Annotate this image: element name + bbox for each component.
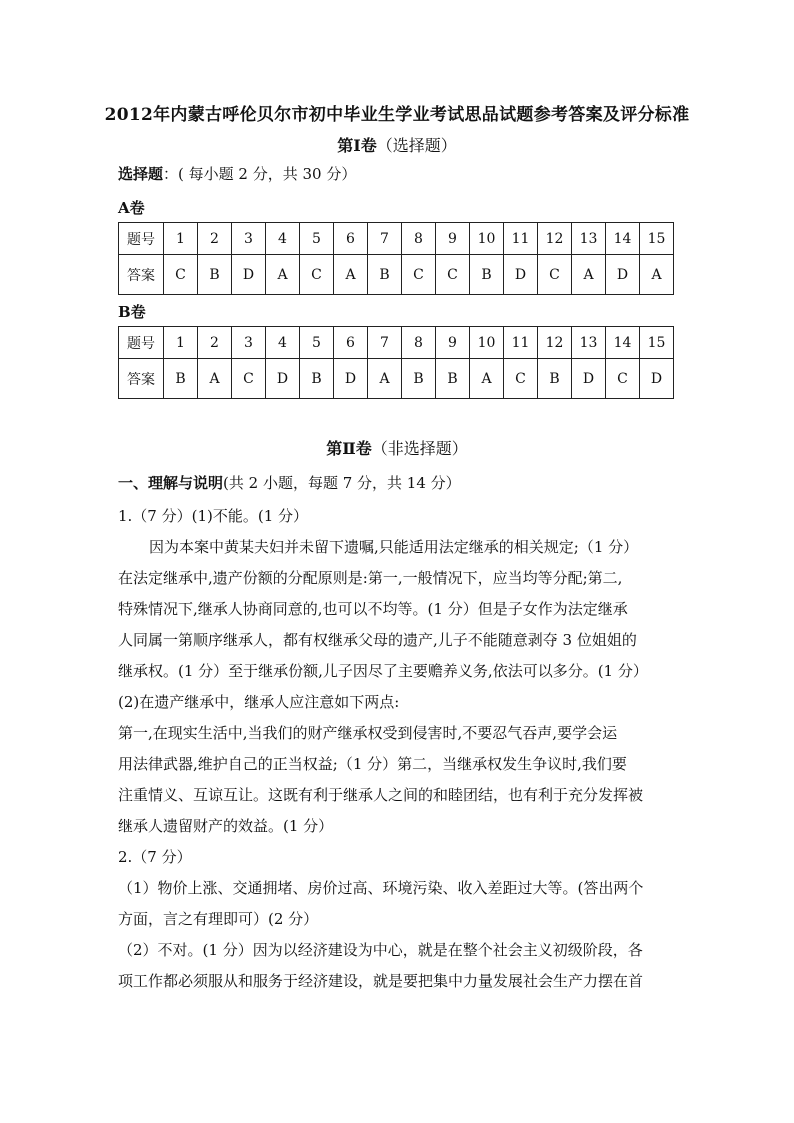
table-cell: D <box>334 359 368 399</box>
table-cell: 15 <box>640 223 674 255</box>
section-one-label: 一、理解与说明 <box>118 474 224 492</box>
table-cell: 5 <box>300 223 334 255</box>
table-cell: A <box>640 255 674 295</box>
text-line: 人同属一第顺序继承人，都有权继承父母的遗产,儿子不能随意剥夺 3 位姐姐的 <box>118 631 637 649</box>
table-cell: C <box>436 255 470 295</box>
table-cell: 13 <box>572 327 606 359</box>
table-cell: C <box>402 255 436 295</box>
table-cell: 10 <box>470 327 504 359</box>
text-line: 第一,在现实生活中,当我们的财产继承权受到侵害时,不要忍气吞声,要学会运 <box>118 724 618 742</box>
text-line: 在法定继承中,遗产份额的分配原则是:第一,一般情况下，应当均等分配;第二, <box>118 569 623 587</box>
table-cell: 9 <box>436 327 470 359</box>
table-b-head-label: 题号 <box>119 327 164 359</box>
table-cell: 15 <box>640 327 674 359</box>
table-cell: D <box>504 255 538 295</box>
table-cell: A <box>266 255 300 295</box>
table-cell: 4 <box>266 327 300 359</box>
table-cell: D <box>640 359 674 399</box>
table-cell: 3 <box>232 327 266 359</box>
table-cell: A <box>368 359 402 399</box>
text-line: 项工作都必须服从和服务于经济建设，就是要把集中力量发展社会生产力摆在首 <box>118 972 644 990</box>
table-b-number-row <box>119 327 674 359</box>
table-cell: 8 <box>402 223 436 255</box>
table-a-label: A卷 <box>118 199 145 217</box>
part-one-sub: （选择题） <box>376 136 457 155</box>
part-one-label: 第Ⅰ卷 <box>337 136 377 155</box>
table-cell: A <box>572 255 606 295</box>
table-cell: B <box>368 255 402 295</box>
part-two-sub: （非选择题） <box>371 439 468 458</box>
part-two-label: 第Ⅱ卷 <box>326 439 372 458</box>
table-cell: B <box>436 359 470 399</box>
text-line: 注重情义、互谅互让。这既有利于继承人之间的和睦团结，也有利于充分发挥被 <box>118 786 644 804</box>
table-cell: D <box>606 255 640 295</box>
table-cell: 13 <box>572 223 606 255</box>
part-one-heading <box>0 133 794 156</box>
table-a-answer-row <box>119 255 674 295</box>
table-a-head-label: 题号 <box>119 223 164 255</box>
table-cell: C <box>300 255 334 295</box>
part-two-heading <box>0 436 794 459</box>
text-line: 因为本案中黄某夫妇并未留下遗嘱,只能适用法定继承的相关规定;（1 分） <box>149 538 639 556</box>
answer-table-b <box>118 326 674 399</box>
text-line: 特殊情况下,继承人协商同意的,也可以不均等。(1 分）但是子女作为法定继承 <box>118 600 628 618</box>
table-cell: B <box>164 359 198 399</box>
table-b-answer-row <box>119 359 674 399</box>
text-line: 方面，言之有理即可）(2 分） <box>118 910 319 928</box>
table-cell: 8 <box>402 327 436 359</box>
text-line: 1.（7 分）(1)不能。(1 分） <box>118 507 309 525</box>
section-one-heading <box>118 472 461 493</box>
choice-label: 选择题 <box>118 165 164 183</box>
table-cell: 4 <box>266 223 300 255</box>
table-cell: 10 <box>470 223 504 255</box>
section-one-rest: (共 2 小题，每题 7 分，共 14 分） <box>223 474 461 492</box>
table-cell: 11 <box>504 223 538 255</box>
table-cell: B <box>538 359 572 399</box>
table-cell: D <box>232 255 266 295</box>
table-cell: A <box>334 255 368 295</box>
table-cell: 6 <box>334 223 368 255</box>
table-cell: 3 <box>232 223 266 255</box>
table-cell: C <box>504 359 538 399</box>
table-cell: B <box>470 255 504 295</box>
table-cell: 1 <box>164 223 198 255</box>
table-cell: B <box>402 359 436 399</box>
text-line: 2.（7 分） <box>118 848 192 866</box>
answer-table-a <box>118 222 674 295</box>
table-cell: 7 <box>368 327 402 359</box>
table-cell: D <box>266 359 300 399</box>
body-text <box>118 501 680 997</box>
table-cell: 7 <box>368 223 402 255</box>
table-cell: 6 <box>334 327 368 359</box>
table-cell: 5 <box>300 327 334 359</box>
text-line: (2)在遗产继承中，继承人应注意如下两点: <box>118 693 400 711</box>
table-cell: 12 <box>538 223 572 255</box>
table-cell: 12 <box>538 327 572 359</box>
table-cell: 1 <box>164 327 198 359</box>
table-cell: A <box>198 359 232 399</box>
text-line: 继承人遗留财产的效益。(1 分） <box>118 817 334 835</box>
table-cell: C <box>232 359 266 399</box>
text-line: 用法律武器,维护自己的正当权益;（1 分）第二，当继承权发生争议时,我们要 <box>118 755 627 773</box>
table-a-number-row <box>119 223 674 255</box>
choice-heading <box>118 163 356 184</box>
table-cell: 14 <box>606 223 640 255</box>
table-b-answer-label: 答案 <box>119 359 164 399</box>
table-cell: 2 <box>198 223 232 255</box>
document-title: 2012年内蒙古呼伦贝尔市初中毕业生学业考试思品试题参考答案及评分标准 <box>104 105 690 125</box>
table-cell: D <box>572 359 606 399</box>
text-line: 继承权。(1 分）至于继承份额,儿子因尽了主要赡养义务,依法可以多分。(1 分） <box>118 662 648 680</box>
table-cell: 2 <box>198 327 232 359</box>
table-cell: B <box>198 255 232 295</box>
table-cell: A <box>470 359 504 399</box>
text-line: （1）物价上涨、交通拥堵、房价过高、环境污染、收入差距过大等。(答出两个 <box>118 879 644 897</box>
text-line: （2）不对。(1 分）因为以经济建设为中心，就是在整个社会主义初级阶段，各 <box>118 941 643 959</box>
table-b-label: B卷 <box>118 303 146 321</box>
table-cell: B <box>300 359 334 399</box>
table-cell: 11 <box>504 327 538 359</box>
table-cell: C <box>606 359 640 399</box>
choice-rest: ：( 每小题 2 分，共 30 分） <box>163 165 357 183</box>
table-cell: 9 <box>436 223 470 255</box>
table-cell: C <box>538 255 572 295</box>
table-a-answer-label: 答案 <box>119 255 164 295</box>
table-cell: 14 <box>606 327 640 359</box>
table-cell: C <box>164 255 198 295</box>
